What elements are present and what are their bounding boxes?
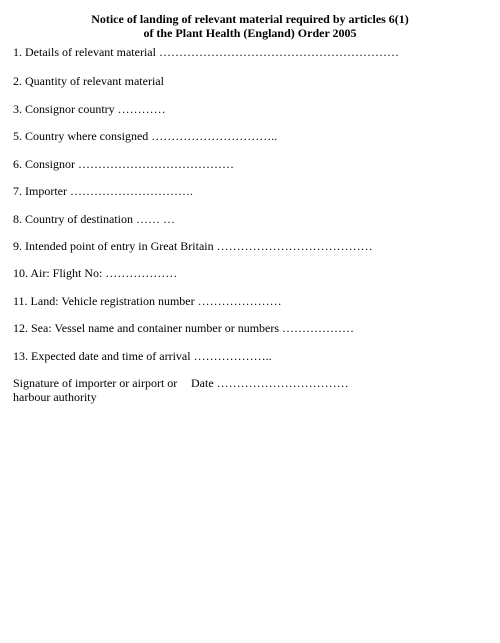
field-consignor-country[interactable]: 3. Consignor country …………: [13, 102, 166, 116]
signature-label-line-2: harbour authority: [13, 390, 97, 404]
field-air-flight-no[interactable]: 10. Air: Flight No: ………………: [13, 266, 178, 280]
field-consignor[interactable]: 6. Consignor …………………………………: [13, 157, 235, 171]
field-quantity-of-relevant-material[interactable]: 2. Quantity of relevant material: [13, 74, 164, 88]
signature-label-line-1: Signature of importer or airport or: [13, 376, 178, 390]
field-land-vehicle-registration[interactable]: 11. Land: Vehicle registration number …………………: [13, 294, 282, 308]
notice-title-line-1: Notice of landing of relevant material required by articles 6(1): [91, 12, 409, 26]
field-country-of-destination[interactable]: 8. Country of destination …… …: [13, 212, 175, 226]
signature-field[interactable]: [13, 376, 177, 404]
field-intended-point-of-entry[interactable]: 9. Intended point of entry in Great Britain …………………………………: [13, 239, 373, 253]
notice-title: [0, 12, 500, 40]
date-field[interactable]: Date ……………………………: [191, 376, 349, 390]
field-details-of-relevant-material[interactable]: 1. Details of relevant material ……………………………………………………: [13, 45, 399, 59]
field-country-where-consigned[interactable]: 5. Country where consigned …………………………..: [13, 129, 278, 143]
notice-title-line-2: of the Plant Health (England) Order 2005: [143, 26, 357, 40]
field-sea-vessel-and-container[interactable]: 12. Sea: Vessel name and container number or numbers ………………: [13, 321, 355, 335]
field-importer[interactable]: 7. Importer ………………………….: [13, 184, 193, 198]
field-expected-arrival[interactable]: 13. Expected date and time of arrival ………………..: [13, 349, 272, 363]
